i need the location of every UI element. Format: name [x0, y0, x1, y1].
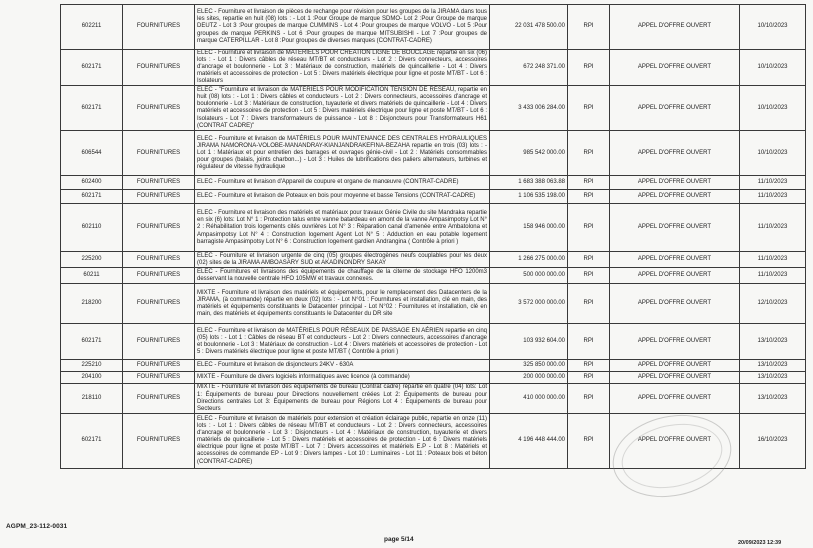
row-mode: RPI [568, 86, 610, 131]
row-description: ELEC - Fourniture et livraison de pièces de rechange pour révision pour les groupes de la JIRAMA dans tous les sites, repartie en huit (08) lots : - Lot 1 :Pour Groupe de marque SDMO- Lot 2 :Pour Groupe de marque DEUTZ - Lot 3 :Pour groupes de marque CUMMINS - Lot 4 :Pour groupes de marque VOLVO - Lot 5 :Pour groupes de marque PERKINS - Lot 6 :Pour groupes de marque MITSUBISHI - Lot 7 :Pour groupes de marque CATERPILLAR - Lot 8 :Pour groupes de diverses marques (CONTRAT-CADRE) [195, 5, 490, 50]
row-amount: 410 000 000.00 [490, 384, 568, 413]
row-type: FOURNITURES [123, 50, 195, 86]
row-description: ELEC - Fourniture et livraison de matériels pour extension et création éclairage public, repartie en onze (11) lots : - Lot 1 : Divers câbles de réseau MT/BT et conducteurs - Lot 2 : Divers connecteurs, accessoires d'ancrage et boulonnerie - Lot 3 : Disjoncteurs - Lot 4 : Matériaux de construction, tuyauterie et divers matériels de quincaillerie - Lot 5 : Divers matériels et accessoires de protection - Lot 6 : Divers matériels électrique pour ligne et poste MT/BT - Lot 7 : Divers accessoires et matériels E.P - Lot 8 : Matériels et accessoires de commande EP - Lot 9 : Divers lampes - Lot 10 : Luminaires - Lot 11 : Poteaux bois et béton (CONTRAT-CADRE) [195, 413, 490, 468]
row-description: ELEC - Fourniture et livraison urgente de cinq (05) groupes électrogènes neufs couplables pour les deux (02) sites de la JIRAMA AMBOASARY SUD et AKADINONDRY SAKAY [195, 252, 490, 268]
row-procedure: APPEL D'OFFRE OUVERT [610, 284, 740, 324]
table-row [61, 131, 806, 176]
row-amount: 4 196 448 444.00 [490, 413, 568, 468]
print-timestamp: 20/09/2023 12:39 [738, 540, 782, 546]
row-type: FOURNITURES [123, 176, 195, 190]
row-code: 602171 [61, 324, 123, 360]
row-procedure: APPEL D'OFFRE OUVERT [610, 204, 740, 252]
row-type: FOURNITURES [123, 268, 195, 284]
row-code: 225210 [61, 360, 123, 372]
procurement-table [60, 4, 806, 469]
row-description: ELEC - Fourniture et livraison de Poteaux en bois pour moyenne et basse Tensions (CONTRAT-CADRE) [195, 190, 490, 204]
row-mode: RPI [568, 268, 610, 284]
table-row [61, 360, 806, 372]
row-type: FOURNITURES [123, 204, 195, 252]
table-row [61, 268, 806, 284]
row-date: 16/10/2023 [740, 413, 806, 468]
row-mode: RPI [568, 50, 610, 86]
row-code: 602211 [61, 5, 123, 50]
row-mode: RPI [568, 413, 610, 468]
row-procedure: APPEL D'OFFRE OUVERT [610, 5, 740, 50]
row-procedure: APPEL D'OFFRE OUVERT [610, 190, 740, 204]
row-date: 13/10/2023 [740, 372, 806, 384]
row-description: ELEC - Fournitures et livraisons des équipements de chauffage de la citerne de stockage HFO 1200m3 desservant la nouvelle centrale HFO 105MW et travaux connexes. [195, 268, 490, 284]
row-date: 13/10/2023 [740, 324, 806, 360]
row-code: 606544 [61, 131, 123, 176]
row-type: FOURNITURES [123, 384, 195, 413]
row-date: 11/10/2023 [740, 268, 806, 284]
row-amount: 103 932 604.00 [490, 324, 568, 360]
row-description: ELEC - Fourniture et livraison de MATÉRIELS POUR RÉSEAUX DE PASSAGE EN AÉRIEN repartie en cinq (05) lots : - Lot 1 : Câbles de réseau BT et conducteurs - Lot 2 : Divers connecteurs, accessoires d'ancrage et boulonnerie - Lot 3 : Matériaux de construction - Lot 4 : Divers matériels et accessoires de protection - Lot 5 : Divers matériels électrique pour ligne et poste MT/BT ( Contrôle à priori ) [195, 324, 490, 360]
row-amount: 158 946 000.00 [490, 204, 568, 252]
row-description: MIXTE - Fourniture et livraison des équipements de bureau (Contrat cadre) répartie en quatre (04) lots: Lot 1: Équipements de bureau pour Directions nouvellement créées Lot 2: Équipements de bureau pour Directions centrales Lot 3: Équipements de bureau pour Régions Lot 4 : Équipements de bureau pour Secteurs [195, 384, 490, 413]
row-code: 204100 [61, 372, 123, 384]
row-code: 602110 [61, 204, 123, 252]
row-date: 10/10/2023 [740, 50, 806, 86]
row-procedure: APPEL D'OFFRE OUVERT [610, 86, 740, 131]
document-reference: AGPM_23-112-0031 [6, 523, 68, 530]
row-mode: RPI [568, 5, 610, 50]
row-type: FOURNITURES [123, 413, 195, 468]
row-type: FOURNITURES [123, 86, 195, 131]
row-code: 602400 [61, 176, 123, 190]
row-procedure: APPEL D'OFFRE OUVERT [610, 268, 740, 284]
table-row [61, 86, 806, 131]
row-amount: 200 000 000.00 [490, 372, 568, 384]
row-procedure: APPEL D'OFFRE OUVERT [610, 372, 740, 384]
table-row [61, 252, 806, 268]
row-amount: 1 106 535 198.00 [490, 190, 568, 204]
row-code: 602171 [61, 190, 123, 204]
row-mode: RPI [568, 176, 610, 190]
row-mode: RPI [568, 284, 610, 324]
row-amount: 3 572 000 000.00 [490, 284, 568, 324]
row-description: ELEC - Fourniture et livraison des matériels et matériaux pour travaux Génie Civile du site Mandraka repartie en six (6) lots: Lot N° 1 : Protection talus entre vanne batardeau en amont de la vanne Ampasimpotsy Lot N° 2 : Réhabilitation trois logements cités ouvrières Lot N° 3 : Réparation canal d'amenée entre Ambatolona et Ampasimpotsy Lot N° 4 : Construction logement Agent Lot N° 5 : Adduction en eau potable logement barragiste Ampasimpotsy Lot N° 6 : Construction logement gardien Andrangina ( Contrôle à priori ) [195, 204, 490, 252]
row-amount: 500 000 000.00 [490, 268, 568, 284]
table-row [61, 384, 806, 413]
row-procedure: APPEL D'OFFRE OUVERT [610, 50, 740, 86]
row-mode: RPI [568, 204, 610, 252]
row-date: 11/10/2023 [740, 252, 806, 268]
row-mode: RPI [568, 372, 610, 384]
row-amount: 1 266 275 000.00 [490, 252, 568, 268]
row-description: ELEC - "Fourniture et livraison de MATÉRIELS POUR MODIFICATION TENSION DE RÉSEAU, repartie en huit (08) lots : - Lot 1 : Divers câbles et conducteurs - Lot 2 : Divers connecteurs, accessoires d'ancrage et boulonnerie - Lot 3 : Matériaux de construction, tuyauterie et divers matériels de quincaillerie - Lot 4 : Divers matériels et accessoires de protection - Lot 5 : Divers matériels électrique pour ligne et poste MT/BT - Lot 6 : Isolateurs - Lot 7 : Divers transformateurs de puissance - Lot 8 : Disjoncteurs pour Transformateurs H61 (CONTRAT CADRE)" [195, 86, 490, 131]
row-date: 10/10/2023 [740, 5, 806, 50]
row-amount: 22 031 478 500.00 [490, 5, 568, 50]
row-date: 13/10/2023 [740, 384, 806, 413]
table-row [61, 372, 806, 384]
row-type: FOURNITURES [123, 190, 195, 204]
row-date: 11/10/2023 [740, 204, 806, 252]
row-procedure: APPEL D'OFFRE OUVERT [610, 413, 740, 468]
row-code: 218110 [61, 384, 123, 413]
row-code: 60211 [61, 268, 123, 284]
row-mode: RPI [568, 360, 610, 372]
table-row [61, 176, 806, 190]
row-procedure: APPEL D'OFFRE OUVERT [610, 384, 740, 413]
table-row [61, 284, 806, 324]
row-mode: RPI [568, 190, 610, 204]
row-amount: 672 248 371.00 [490, 50, 568, 86]
row-type: FOURNITURES [123, 131, 195, 176]
table-row [61, 50, 806, 86]
row-procedure: APPEL D'OFFRE OUVERT [610, 324, 740, 360]
row-type: FOURNITURES [123, 252, 195, 268]
row-procedure: APPEL D'OFFRE OUVERT [610, 360, 740, 372]
row-code: 218200 [61, 284, 123, 324]
row-description: ELEC - Fourniture et livraison de disjoncteurs 24KV - 630A [195, 360, 490, 372]
row-type: FOURNITURES [123, 324, 195, 360]
row-mode: RPI [568, 252, 610, 268]
row-procedure: APPEL D'OFFRE OUVERT [610, 252, 740, 268]
row-code: 602171 [61, 86, 123, 131]
row-amount: 1 683 388 063.88 [490, 176, 568, 190]
row-type: FOURNITURES [123, 284, 195, 324]
row-code: 225200 [61, 252, 123, 268]
row-type: FOURNITURES [123, 360, 195, 372]
row-description: ELEC - Fourniture et livraison de MATÉRIELS POUR CRÉATION LIGNE DE BOUCLAGE repartie en six (06) lots : - Lot 1 : Divers câbles de réseau MT/BT et conducteurs - Lot 2 : Divers connecteurs, accessoires d'ancrage et boulonnerie - Lot 3 : Matériaux de construction, matériels de quincaillerie - Lot 4 : Divers matériels et accessoires de protection - Lot 5 : Divers matériels électrique pour ligne et poste MT/BT - Lot 6 : Isolateurs [195, 50, 490, 86]
table-row [61, 324, 806, 360]
row-code: 602171 [61, 413, 123, 468]
table-row [61, 190, 806, 204]
row-procedure: APPEL D'OFFRE OUVERT [610, 131, 740, 176]
row-description: ELEC - Fourniture et livraison de MATÉRIELS POUR MAINTENANCE DES CENTRALES HYDRAULIQUES JIRAMA NAMORONA-VOLOBE-MANANDRAY-KIANJANDRAKEFINA-BEZAHA repartie en trois (03) lots : - Lot 1 : Matériaux et pour entretien des barrages et ouvrages génie-civil - Lot 2 : Matériels consommables pour groupes (balais, joints charbon...) - Lot 3 : Huiles de lubrifications des paliers alternateurs, turbines et régulateur de vitesse hydraulique [195, 131, 490, 176]
row-mode: RPI [568, 384, 610, 413]
row-description: ELEC - Fourniture et livraison d'Appareil de coupure et organe de manœuvre (CONTRAT-CADRE) [195, 176, 490, 190]
table-body [61, 5, 806, 469]
row-date: 10/10/2023 [740, 86, 806, 131]
page-number: page 5/14 [384, 536, 414, 543]
row-date: 11/10/2023 [740, 190, 806, 204]
table-row [61, 413, 806, 468]
row-amount: 3 433 006 284.00 [490, 86, 568, 131]
table-row [61, 204, 806, 252]
row-type: FOURNITURES [123, 5, 195, 50]
row-description: MIXTE - Fourniture de divers logiciels informatiques avec licence (à commande) [195, 372, 490, 384]
row-mode: RPI [568, 131, 610, 176]
row-date: 10/10/2023 [740, 131, 806, 176]
table-row [61, 5, 806, 50]
row-procedure: APPEL D'OFFRE OUVERT [610, 176, 740, 190]
row-date: 12/10/2023 [740, 284, 806, 324]
row-amount: 325 850 000.00 [490, 360, 568, 372]
row-date: 11/10/2023 [740, 176, 806, 190]
row-code: 602171 [61, 50, 123, 86]
row-amount: 985 542 000.00 [490, 131, 568, 176]
row-date: 13/10/2023 [740, 360, 806, 372]
row-description: MIXTE - Fourniture et livraison des matériels et équipements, pour le remplacement des Datacenters de la JIRAMA, (à commande) répartie en deux (02) lots : - Lot N°01 : Fournitures et installation, clé en main, des matériels et équipements constituants le Datacenter principal - Lot N°02 : Fournitures et installation, clé en main, des matériels et équipements constituants le Datacenter du DR site [195, 284, 490, 324]
row-type: FOURNITURES [123, 372, 195, 384]
row-mode: RPI [568, 324, 610, 360]
